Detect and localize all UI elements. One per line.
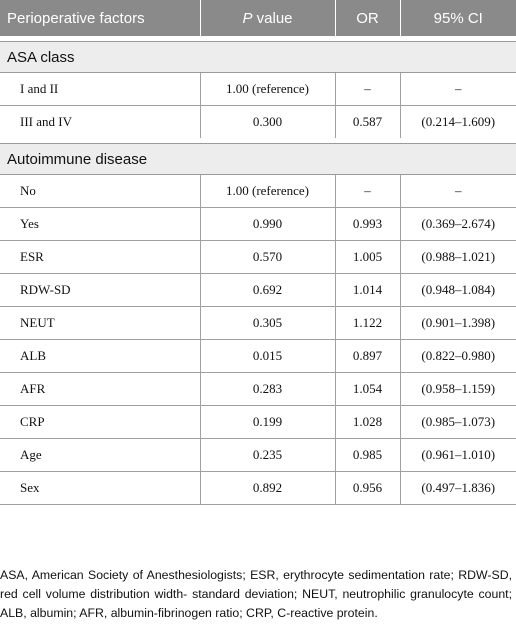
cell-factor: ALB: [0, 340, 200, 373]
table-row: [0, 106, 516, 139]
table-row: [0, 208, 516, 241]
table-row: [0, 175, 516, 208]
cell-or: 0.897: [335, 340, 400, 373]
group-label: ASA class: [0, 42, 516, 73]
cell-or: 0.993: [335, 208, 400, 241]
table-row: [0, 73, 516, 106]
table-footnote: ASA, American Society of Anesthesiologists; ESR, erythrocyte sedimentation rate; RDW-SD, red cell volume distribution width- standard deviation; NEUT, neutrophilic granulocyte count; ALB, albumin; AFR, albumin-fibrinogen ratio; CRP, C-reactive protein.: [0, 568, 512, 620]
cell-factor: RDW-SD: [0, 274, 200, 307]
cell-ci: (0.901–1.398): [400, 307, 516, 340]
table-row: [0, 307, 516, 340]
table-row: [0, 373, 516, 406]
cell-ci: –: [400, 73, 516, 106]
cell-p-value: 0.692: [200, 274, 335, 307]
table-row: [0, 439, 516, 472]
group-header-row: [0, 42, 516, 73]
header-factors: Perioperative factors: [0, 0, 200, 36]
table-row: [0, 274, 516, 307]
group-header-row: [0, 144, 516, 175]
cell-factor: AFR: [0, 373, 200, 406]
cell-factor: NEUT: [0, 307, 200, 340]
cell-or: 0.985: [335, 439, 400, 472]
table-row: [0, 241, 516, 274]
cell-or: –: [335, 73, 400, 106]
cell-p-value: 0.283: [200, 373, 335, 406]
table-row: [0, 340, 516, 373]
cell-factor: No: [0, 175, 200, 208]
header-or: OR: [335, 0, 400, 36]
cell-ci: (0.988–1.021): [400, 241, 516, 274]
cell-ci: (0.369–2.674): [400, 208, 516, 241]
group-label: Autoimmune disease: [0, 144, 516, 175]
cell-or: 1.005: [335, 241, 400, 274]
cell-p-value: 0.305: [200, 307, 335, 340]
cell-p-value: 0.570: [200, 241, 335, 274]
cell-or: 1.122: [335, 307, 400, 340]
cell-or: 1.014: [335, 274, 400, 307]
cell-or: 1.054: [335, 373, 400, 406]
cell-factor: I and II: [0, 73, 200, 106]
cell-factor: Sex: [0, 472, 200, 505]
cell-ci: (0.822–0.980): [400, 340, 516, 373]
cell-p-value: 0.199: [200, 406, 335, 439]
cell-or: –: [335, 175, 400, 208]
cell-ci: (0.948–1.084): [400, 274, 516, 307]
table-row: [0, 406, 516, 439]
cell-ci: (0.214–1.609): [400, 106, 516, 139]
table-body: [0, 36, 516, 505]
cell-ci: –: [400, 175, 516, 208]
cell-or: 0.956: [335, 472, 400, 505]
cell-p-value: 0.990: [200, 208, 335, 241]
header-p-suffix: value: [252, 9, 293, 27]
cell-or: 0.587: [335, 106, 400, 139]
table-row: [0, 472, 516, 505]
cell-factor: III and IV: [0, 106, 200, 139]
cell-ci: (0.497–1.836): [400, 472, 516, 505]
cell-ci: (0.961–1.010): [400, 439, 516, 472]
cell-factor: ESR: [0, 241, 200, 274]
cell-p-value: 1.00 (reference): [200, 175, 335, 208]
header-ci: 95% CI: [400, 0, 516, 36]
cell-p-value: 1.00 (reference): [200, 73, 335, 106]
cell-ci: (0.985–1.073): [400, 406, 516, 439]
cell-p-value: 0.892: [200, 472, 335, 505]
header-p-symbol: P: [242, 9, 253, 27]
cell-factor: CRP: [0, 406, 200, 439]
cell-p-value: 0.300: [200, 106, 335, 139]
table-header-row: [0, 0, 516, 36]
cell-ci: (0.958–1.159): [400, 373, 516, 406]
cell-or: 1.028: [335, 406, 400, 439]
cell-p-value: 0.015: [200, 340, 335, 373]
cell-p-value: 0.235: [200, 439, 335, 472]
cell-factor: Age: [0, 439, 200, 472]
cell-factor: Yes: [0, 208, 200, 241]
header-p-value: [200, 0, 335, 36]
